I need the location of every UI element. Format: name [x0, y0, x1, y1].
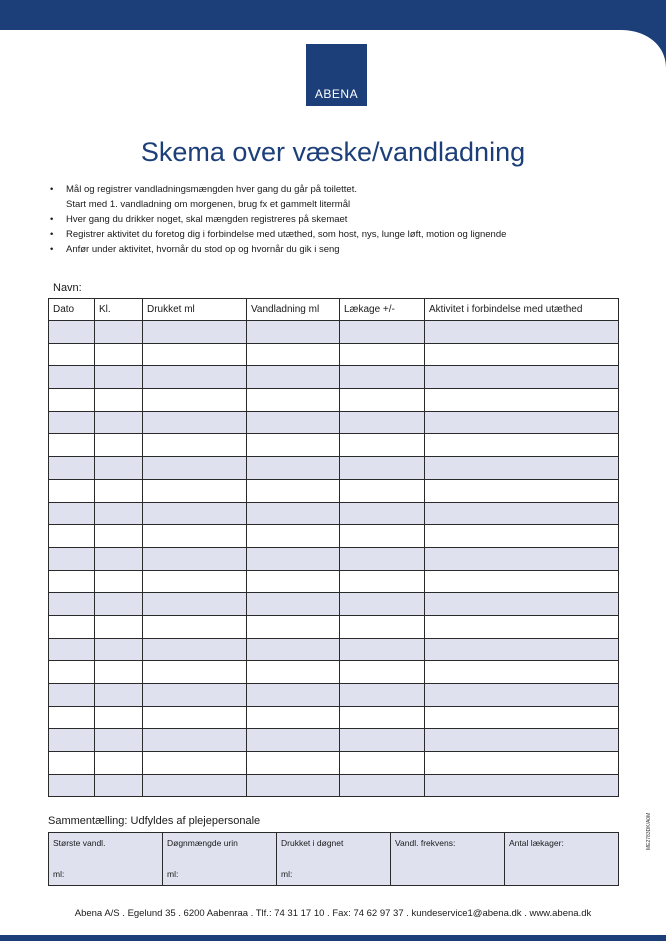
entry-cell[interactable]	[247, 434, 340, 457]
entry-cell[interactable]	[340, 752, 425, 775]
entry-cell[interactable]	[49, 366, 95, 389]
table-row	[49, 411, 619, 434]
entry-cell[interactable]	[49, 774, 95, 797]
entry-cell[interactable]	[49, 547, 95, 570]
entry-cell[interactable]	[49, 343, 95, 366]
entry-cell[interactable]	[95, 389, 143, 412]
table-row	[49, 434, 619, 457]
entry-cell[interactable]	[49, 638, 95, 661]
logo-text: ABENA	[314, 87, 359, 101]
entry-cell[interactable]	[247, 774, 340, 797]
entry-cell[interactable]	[340, 661, 425, 684]
abena-logo	[306, 44, 367, 106]
entry-cell[interactable]	[247, 570, 340, 593]
entry-cell[interactable]	[340, 321, 425, 344]
entry-cell[interactable]	[340, 547, 425, 570]
summary-unit: ml:	[53, 869, 65, 879]
entry-cell[interactable]	[143, 593, 247, 616]
entry-cell[interactable]	[247, 411, 340, 434]
summary-cell[interactable]	[163, 833, 277, 886]
summary-cell[interactable]	[391, 833, 505, 886]
entry-cell[interactable]	[425, 479, 619, 502]
entry-cell[interactable]	[143, 479, 247, 502]
entry-cell[interactable]	[95, 547, 143, 570]
table-row	[49, 593, 619, 616]
entry-cell[interactable]	[425, 547, 619, 570]
instruction-item	[50, 242, 506, 257]
entry-cell[interactable]	[425, 389, 619, 412]
entry-cell[interactable]	[340, 366, 425, 389]
entry-cell[interactable]	[95, 457, 143, 480]
entry-cell[interactable]	[425, 366, 619, 389]
entry-cell[interactable]	[95, 411, 143, 434]
entry-cell[interactable]	[143, 321, 247, 344]
entry-cell[interactable]	[340, 706, 425, 729]
col-header-laekage: Lækage +/-	[340, 299, 425, 321]
table-row	[49, 638, 619, 661]
entry-cell[interactable]	[95, 479, 143, 502]
entry-cell[interactable]	[247, 479, 340, 502]
entry-cell[interactable]	[425, 570, 619, 593]
entry-cell[interactable]	[247, 729, 340, 752]
entry-cell[interactable]	[247, 547, 340, 570]
entry-cell[interactable]	[340, 502, 425, 525]
entry-cell[interactable]	[340, 638, 425, 661]
entry-cell[interactable]	[340, 434, 425, 457]
table-row	[49, 502, 619, 525]
entry-cell[interactable]	[95, 706, 143, 729]
entry-cell[interactable]	[340, 389, 425, 412]
table-row	[49, 366, 619, 389]
entry-cell[interactable]	[425, 661, 619, 684]
entry-cell[interactable]	[425, 457, 619, 480]
table-row	[49, 547, 619, 570]
footer-contact: Abena A/S . Egelund 35 . 6200 Aabenraa . Tlf.: 74 31 17 10 . Fax: 74 62 97 37 . kundeservice1@abena.dk . www.abena.dk	[74, 908, 592, 919]
table-row	[49, 321, 619, 344]
summary-title: Sammentælling: Udfyldes af plejepersonale	[48, 815, 261, 827]
entry-cell[interactable]	[143, 615, 247, 638]
summary-label: Døgnmængde urin	[167, 838, 238, 848]
entry-cell[interactable]	[247, 343, 340, 366]
entry-cell[interactable]	[340, 479, 425, 502]
col-header-drukket: Drukket ml	[143, 299, 247, 321]
table-row	[49, 479, 619, 502]
footer-band	[0, 935, 666, 941]
entry-cell[interactable]	[49, 684, 95, 707]
entry-cell[interactable]	[340, 684, 425, 707]
summary-label: Vandl. frekvens:	[395, 838, 456, 848]
instruction-text: Mål og registrer vandladningsmængden hver gang du går på toilettet.	[66, 184, 357, 195]
entry-cell[interactable]	[340, 774, 425, 797]
summary-table	[48, 832, 619, 886]
entry-cell[interactable]	[49, 434, 95, 457]
entry-cell[interactable]	[143, 343, 247, 366]
entry-cell[interactable]	[340, 593, 425, 616]
entry-cell[interactable]	[143, 389, 247, 412]
bullet-icon: •	[50, 214, 54, 225]
instructions-list	[50, 182, 506, 257]
entry-cell[interactable]	[425, 684, 619, 707]
entry-cell[interactable]	[143, 729, 247, 752]
table-row	[49, 343, 619, 366]
entry-cell[interactable]	[340, 570, 425, 593]
entry-cell[interactable]	[95, 434, 143, 457]
entry-cell[interactable]	[247, 706, 340, 729]
entry-cell[interactable]	[425, 343, 619, 366]
table-row	[49, 729, 619, 752]
entry-cell[interactable]	[247, 593, 340, 616]
entry-cell[interactable]	[49, 706, 95, 729]
bullet-icon: •	[50, 244, 54, 255]
entry-cell[interactable]	[247, 525, 340, 548]
entry-cell[interactable]	[95, 729, 143, 752]
table-row	[49, 661, 619, 684]
bullet-icon: •	[50, 184, 54, 195]
entry-cell[interactable]	[95, 570, 143, 593]
entry-cell[interactable]	[425, 706, 619, 729]
entry-cell[interactable]	[425, 525, 619, 548]
entry-cell[interactable]	[143, 457, 247, 480]
entry-cell[interactable]	[247, 366, 340, 389]
instruction-text: Registrer aktivitet du foretog dig i forbindelse med utæthed, som host, nys, lunge løft, motion og lignende	[66, 229, 507, 240]
entry-cell[interactable]	[49, 389, 95, 412]
entry-cell[interactable]	[49, 615, 95, 638]
entry-cell[interactable]	[425, 615, 619, 638]
entry-cell[interactable]	[340, 615, 425, 638]
table-row	[49, 706, 619, 729]
entry-cell[interactable]	[247, 457, 340, 480]
col-header-vandladning: Vandladning ml	[247, 299, 340, 321]
entry-cell[interactable]	[95, 502, 143, 525]
entry-cell[interactable]	[340, 525, 425, 548]
entry-cell[interactable]	[49, 752, 95, 775]
page-title: Skema over væske/vandladning	[140, 137, 526, 167]
summary-row	[49, 833, 619, 886]
entry-cell[interactable]	[95, 343, 143, 366]
entry-cell[interactable]	[247, 638, 340, 661]
header-curve	[586, 0, 666, 70]
instruction-text: Hver gang du drikker noget, skal mængden registreres på skemaet	[66, 214, 348, 225]
entry-cell[interactable]	[247, 615, 340, 638]
entry-cell[interactable]	[247, 661, 340, 684]
entry-cell[interactable]	[49, 570, 95, 593]
entry-cell[interactable]	[143, 366, 247, 389]
entry-cell[interactable]	[49, 525, 95, 548]
table-row	[49, 525, 619, 548]
entry-cell[interactable]	[95, 774, 143, 797]
entry-cell[interactable]	[425, 411, 619, 434]
entry-cell[interactable]	[247, 502, 340, 525]
col-header-dato: Dato	[49, 299, 95, 321]
entry-cell[interactable]	[247, 321, 340, 344]
entry-cell[interactable]	[340, 457, 425, 480]
entry-cell[interactable]	[95, 661, 143, 684]
entry-cell[interactable]	[95, 525, 143, 548]
fluid-log-table	[48, 298, 619, 797]
entry-cell[interactable]	[95, 684, 143, 707]
table-row	[49, 615, 619, 638]
entry-cell[interactable]	[49, 321, 95, 344]
entry-cell[interactable]	[49, 661, 95, 684]
entry-cell[interactable]	[143, 774, 247, 797]
entry-cell[interactable]	[143, 638, 247, 661]
entry-cell[interactable]	[247, 684, 340, 707]
entry-cell[interactable]	[425, 774, 619, 797]
entry-cell[interactable]	[143, 752, 247, 775]
entry-cell[interactable]	[425, 434, 619, 457]
entry-cell[interactable]	[425, 321, 619, 344]
entry-cell[interactable]	[143, 525, 247, 548]
table-row	[49, 752, 619, 775]
entry-cell[interactable]	[247, 389, 340, 412]
table-row	[49, 457, 619, 480]
entry-cell[interactable]	[143, 502, 247, 525]
entry-cell[interactable]	[95, 615, 143, 638]
entry-cell[interactable]	[49, 593, 95, 616]
entry-cell[interactable]	[340, 343, 425, 366]
entry-cell[interactable]	[425, 593, 619, 616]
summary-label: Antal lækager:	[509, 838, 564, 848]
entry-cell[interactable]	[49, 479, 95, 502]
entry-cell[interactable]	[143, 661, 247, 684]
entry-cell[interactable]	[425, 502, 619, 525]
summary-label: Drukket i døgnet	[281, 838, 344, 848]
instruction-text: Start med 1. vandladning om morgenen, brug fx et gammelt litermål	[66, 199, 351, 210]
entry-cell[interactable]	[49, 411, 95, 434]
col-header-kl: Kl.	[95, 299, 143, 321]
table-row	[49, 684, 619, 707]
entry-cell[interactable]	[95, 366, 143, 389]
summary-unit: ml:	[281, 869, 293, 879]
name-label: Navn:	[53, 282, 82, 294]
table-row	[49, 389, 619, 412]
header-band	[0, 0, 666, 30]
summary-label: Største vandl.	[53, 838, 106, 848]
bullet-icon: •	[50, 229, 54, 240]
entry-cell[interactable]	[95, 638, 143, 661]
entry-cell[interactable]	[95, 752, 143, 775]
entry-cell[interactable]	[95, 321, 143, 344]
instruction-text: Anfør under aktivitet, hvornår du stod op og hvornår du gik i seng	[66, 244, 340, 255]
table-row	[49, 774, 619, 797]
summary-cell[interactable]	[505, 833, 619, 886]
entry-cell[interactable]	[340, 729, 425, 752]
entry-cell[interactable]	[425, 729, 619, 752]
entry-cell[interactable]	[340, 411, 425, 434]
entry-cell[interactable]	[143, 684, 247, 707]
entry-cell[interactable]	[425, 752, 619, 775]
entry-cell[interactable]	[143, 411, 247, 434]
table-header-row	[49, 299, 619, 321]
entry-cell[interactable]	[49, 729, 95, 752]
instruction-item	[50, 212, 506, 227]
summary-cell[interactable]	[49, 833, 163, 886]
entry-cell[interactable]	[143, 570, 247, 593]
entry-cell[interactable]	[143, 434, 247, 457]
entry-cell[interactable]	[49, 457, 95, 480]
summary-unit: ml:	[167, 869, 179, 879]
instruction-item	[50, 227, 506, 242]
entry-cell[interactable]	[95, 593, 143, 616]
summary-cell[interactable]	[277, 833, 391, 886]
entry-cell[interactable]	[143, 547, 247, 570]
instruction-item	[50, 182, 506, 212]
entry-cell[interactable]	[425, 638, 619, 661]
entry-cell[interactable]	[247, 752, 340, 775]
document-code: ME2783DK/A0M	[646, 812, 652, 850]
table-row	[49, 570, 619, 593]
entry-cell[interactable]	[49, 502, 95, 525]
entry-cell[interactable]	[143, 706, 247, 729]
col-header-aktivitet: Aktivitet i forbindelse med utæthed	[425, 299, 619, 321]
